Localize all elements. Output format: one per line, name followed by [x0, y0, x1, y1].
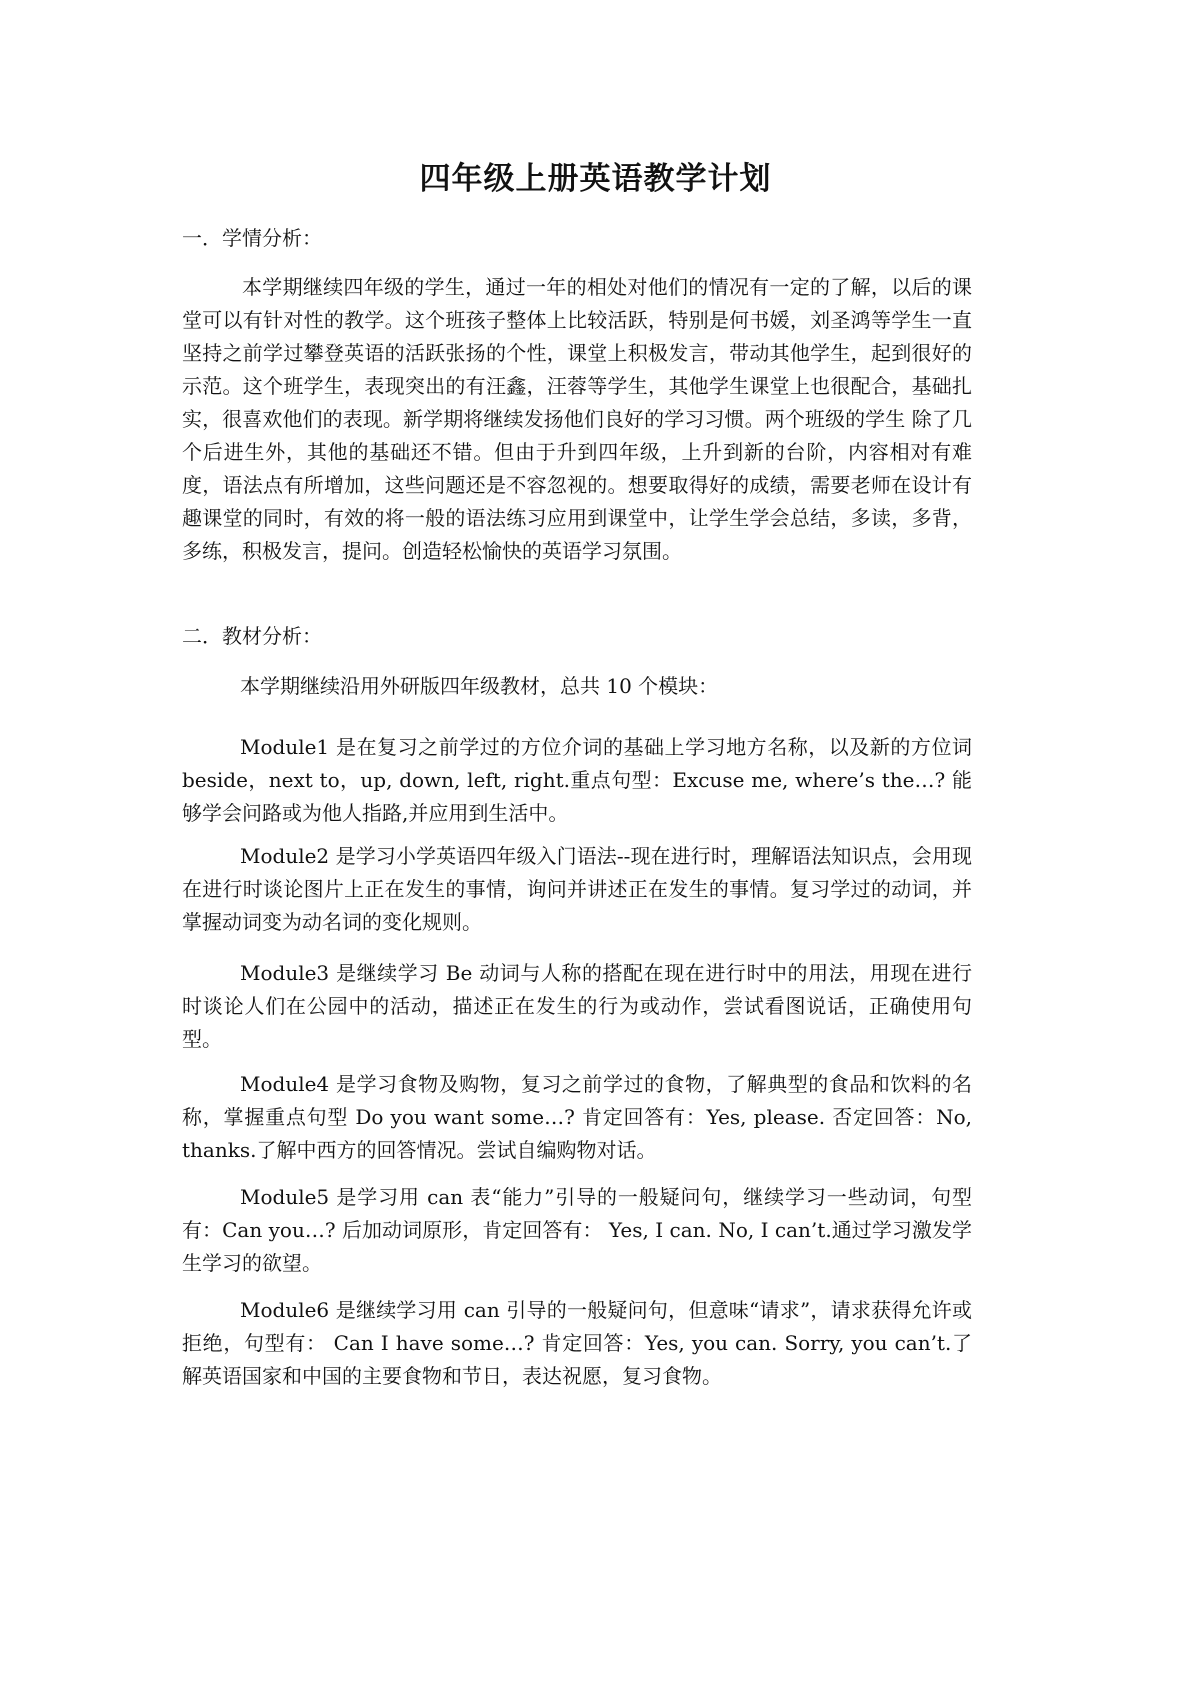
student-analysis-paragraph: 本学期继续四年级的学生，通过一年的相处对他们的情况有一定的了解，以后的课堂可以有针对性的教学。这个班孩子整体上比较活跃，特别是何书媛，刘圣鸿等学生一直坚持之前学过攀登英语的活跃张扬的个性，课堂上积极发言，带动其他学生，起到很好的示范。这个班学生，表现突出的有汪鑫，汪蓉等学生，其他学生课堂上也很配合，基础扎实，很喜欢他们的表现。新学期将继续发扬他们良好的学习习惯。两个班级的学生 除了几个后进生外，其他的基础还不错。但由于升到四年级，上升到新的台阶，内容相对有难度，语法点有所增加，这些问题还是不容忽视的。想要取得好的成绩，需要老师在设计有趣课堂的同时，有效的将一般的语法练习应用到课堂中，让学生学会总结，多读，多背，多练，积极发言，提问。创造轻松愉快的英语学习氛围。	[182, 275, 972, 563]
section-heading-student-analysis: 一．学情分析：	[182, 226, 322, 250]
module-4-paragraph: Module4 是学习食物及购物，复习之前学过的食物，了解典型的食品和饮料的名称，掌握重点句型 Do you want some…? 肯定回答有：Yes, please. 否定回答：No, thanks.了解中西方的回答情况。尝试自编购物对话。	[182, 1072, 972, 1162]
module-1-paragraph: Module1 是在复习之前学过的方位介词的基础上学习地方名称，以及新的方位词 beside，next to，up, down, left, right.重点句型：Excuse me, where’s the…? 能够学会问路或为他人指路,并应用到生活中。	[182, 735, 972, 825]
document-title: 四年级上册英语教学计划	[419, 161, 772, 197]
module-6-paragraph: Module6 是继续学习用 can 引导的一般疑问句，但意味“请求”，请求获得允许或拒绝，句型有： Can I have some…? 肯定回答：Yes, you can. Sorry, you can’t.了解英语国家和中国的主要食物和节日，表达祝愿，复习食物。	[182, 1298, 972, 1388]
section-heading-textbook-analysis: 二．教材分析：	[182, 624, 322, 648]
module-5-paragraph: Module5 是学习用 can 表“能力”引导的一般疑问句，继续学习一些动词，句型有：Can you…? 后加动词原形，肯定回答有： Yes, I can. No, I can’t.通过学习激发学生学习的欲望。	[182, 1185, 972, 1275]
module-3-paragraph: Module3 是继续学习 Be 动词与人称的搭配在现在进行时中的用法，用现在进行时谈论人们在公园中的活动，描述正在发生的行为或动作，尝试看图说话，正确使用句型。	[182, 961, 972, 1051]
module-2-paragraph: Module2 是学习小学英语四年级入门语法--现在进行时，理解语法知识点，会用现在进行时谈论图片上正在发生的事情，询问并讲述正在发生的事情。复习学过的动词，并掌握动词变为动名词的变化规则。	[182, 844, 972, 934]
textbook-intro-paragraph: 本学期继续沿用外研版四年级教材，总共 10 个模块：	[240, 674, 719, 698]
